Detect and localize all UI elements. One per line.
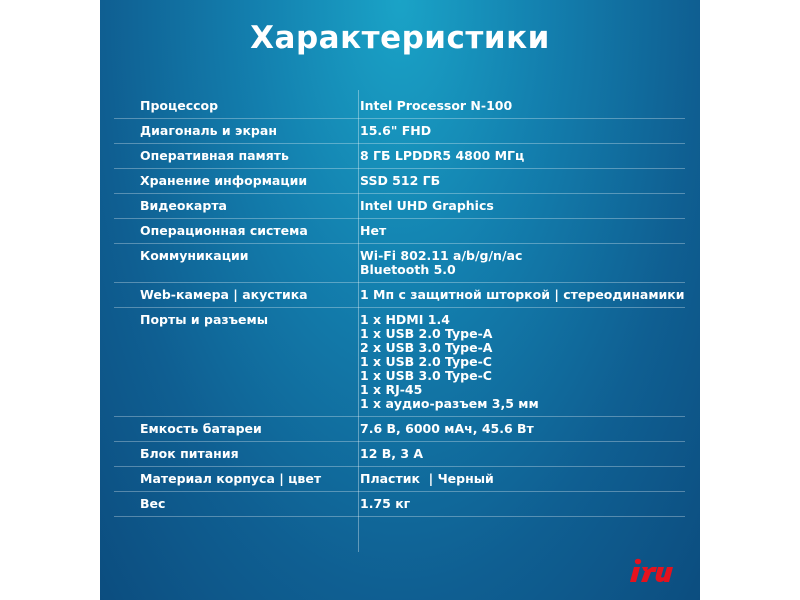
spec-value-text: Intel UHD Graphics bbox=[360, 198, 494, 213]
spec-row-webcam bbox=[114, 283, 685, 308]
spec-row-cpu bbox=[114, 94, 685, 119]
spec-value-text: 1.75 кг bbox=[360, 496, 411, 511]
spec-label: Вес bbox=[140, 496, 166, 511]
spec-row-battery bbox=[114, 417, 685, 442]
spec-value-text: Intel Processor N-100 bbox=[360, 98, 513, 113]
spec-value-text: 8 ГБ LPDDR5 4800 МГц bbox=[360, 148, 525, 163]
spec-row-os bbox=[114, 219, 685, 244]
spec-row-psu bbox=[114, 442, 685, 467]
spec-row-storage bbox=[114, 169, 685, 194]
spec-label: Хранение информации bbox=[140, 173, 308, 188]
specs-table bbox=[114, 94, 685, 517]
spec-value-text: 12 В, 3 А bbox=[360, 446, 424, 461]
spec-value-line: 1 x HDMI 1.4 bbox=[360, 312, 450, 327]
spec-value bbox=[344, 308, 685, 416]
spec-value-line: 1 x USB 3.0 Type-C bbox=[360, 368, 492, 383]
spec-value bbox=[344, 417, 685, 441]
spec-value-line: Wi-Fi 802.11 a/b/g/n/ac bbox=[360, 248, 523, 263]
spec-label: Порты и разъемы bbox=[140, 312, 269, 327]
spec-value-line: 1 x аудио-разъем 3,5 мм bbox=[360, 396, 539, 411]
spec-value-line: 1 x USB 2.0 Type-C bbox=[360, 354, 492, 369]
spec-label: Видеокарта bbox=[140, 198, 227, 213]
spec-value bbox=[344, 119, 685, 143]
spec-row-ports bbox=[114, 308, 685, 417]
spec-value bbox=[344, 169, 685, 193]
spec-row-comms bbox=[114, 244, 685, 283]
specs-card bbox=[100, 0, 700, 600]
spec-value-text: 1 Мп с защитной шторкой | стереодинамики bbox=[360, 287, 685, 302]
spec-value bbox=[344, 219, 685, 243]
spec-label: Операционная система bbox=[140, 223, 308, 238]
spec-label: Коммуникации bbox=[140, 248, 249, 263]
spec-row-ram bbox=[114, 144, 685, 169]
spec-value-text: SSD 512 ГБ bbox=[360, 173, 441, 188]
iru-logo bbox=[628, 558, 678, 584]
spec-value bbox=[344, 244, 685, 282]
spec-row-weight bbox=[114, 492, 685, 517]
spec-value-line: 1 x RJ-45 bbox=[360, 382, 423, 397]
spec-label: Блок питания bbox=[140, 446, 239, 461]
spec-label: Web-камера | акустика bbox=[140, 287, 308, 302]
spec-row-display bbox=[114, 119, 685, 144]
spec-value-text: 7.6 В, 6000 мАч, 45.6 Вт bbox=[360, 421, 534, 436]
spec-value bbox=[344, 492, 685, 516]
spec-value-text: Нет bbox=[360, 223, 387, 238]
spec-label: Процессор bbox=[140, 98, 219, 113]
page-title: Характеристики bbox=[250, 20, 550, 56]
spec-value bbox=[344, 94, 685, 118]
spec-label: Диагональ и экран bbox=[140, 123, 277, 138]
spec-value-line: Bluetooth 5.0 bbox=[360, 262, 456, 277]
spec-label: Емкость батареи bbox=[140, 421, 262, 436]
spec-value-text: 15.6" FHD bbox=[360, 123, 432, 138]
spec-row-material bbox=[114, 467, 685, 492]
spec-value-line: 1 x USB 2.0 Type-A bbox=[360, 326, 493, 341]
spec-value bbox=[344, 283, 685, 307]
spec-label: Оперативная память bbox=[140, 148, 289, 163]
spec-value bbox=[344, 442, 685, 466]
spec-value bbox=[344, 467, 685, 491]
spec-value-line: 2 x USB 3.0 Type-A bbox=[360, 340, 493, 355]
spec-value bbox=[344, 144, 685, 168]
spec-row-gpu bbox=[114, 194, 685, 219]
spec-label: Материал корпуса | цвет bbox=[140, 471, 322, 486]
spec-value-text: Пластик | Черный bbox=[360, 471, 494, 486]
spec-value bbox=[344, 194, 685, 218]
